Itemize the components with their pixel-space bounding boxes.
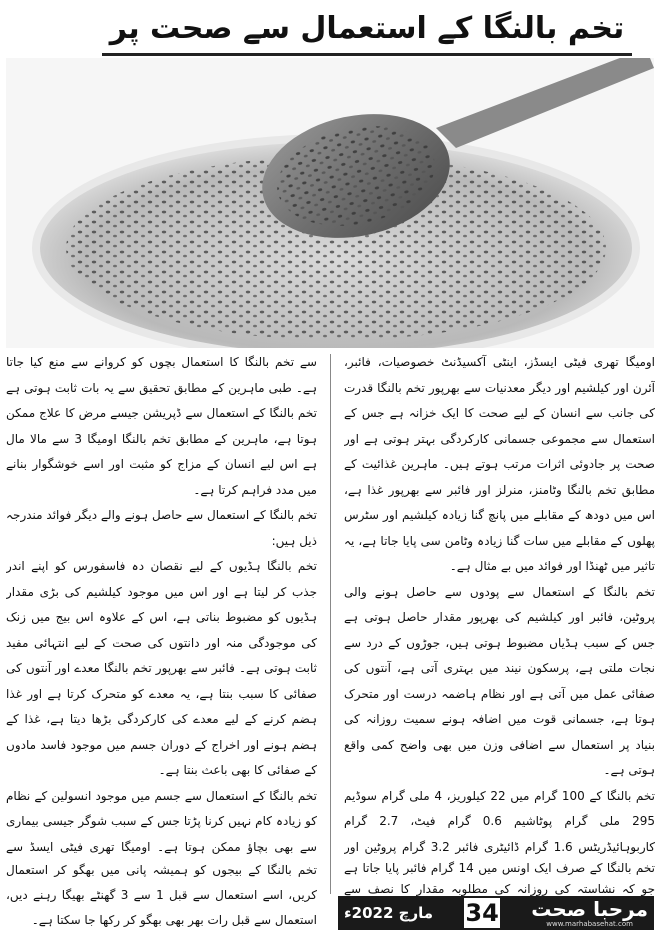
hero-image [6, 58, 654, 348]
spoon-of-seeds-illustration [6, 58, 654, 348]
article-right-column [344, 350, 655, 854]
issue-date: مارچ 2022ء [344, 904, 434, 922]
usage-paragraph: تخم بالنگا کے بیجوں کو ہمیشہ پانی میں بھگو کر استعمال کریں، اسے استعمال سے قبل 1 سے 3 گھنٹے بھیگا رہنے دیں، استعمال سے قبل رات بھر بھی بھگو کر رکھا جا سکتا ہے۔ [6, 863, 317, 927]
page-number: 34 [465, 899, 499, 927]
paragraph: اومیگا تھری فیٹی ایسڈز، اینٹی آکسیڈنٹ خصوصیات، فائبر، آئرن اور کیلشیم اور دیگر معدنیات سے بھرپور تخم بالنگا قدرت کی جانب سے انسان کے لیے صحت کا ایک خزانہ ہے جس کے استعمال سے مجموعی جسمانی کارکردگی بہتر ہوتی ہے اور صحت پر جادوئی اثرات مرتب ہوتے ہیں۔ ماہرین غذائیت کے مطابق تخم بالنگا وٹامنز، منرلز اور فائبر سے بھرپور غذا ہے، اس میں دودھ کے مقابلے میں پانچ گنا زیادہ کیلشیم اور سٹرس پھلوں کے مقابلے میں سات گنا زیادہ وٹامن سی پایا جاتا ہے، یہ تاثیر میں ٹھنڈا اور فوائد میں بے مثال ہے۔ [344, 355, 655, 573]
column-divider [330, 354, 331, 894]
paragraph: سے تخم بالنگا کا استعمال بچوں کو کروانے سے منع کیا جاتا ہے۔ طبی ماہرین کے مطابق تحقیق سے یہ بات ثابت ہوتی ہے تخم بالنگا کے استعمال سے ڈپریشن جیسے مرض کا علاج ممکن ہوتا ہے، ماہرین کے مطابق تخم بالنگا اومیگا 3 سے مالا مال ہے اس لیے انسان کے مزاج کو مثبت اور اسے خوشگوار بنانے میں مدد فراہم کرتا ہے۔ [6, 355, 317, 497]
article-left-column [6, 350, 317, 854]
paragraph: تخم بالنگا کے 100 گرام میں 22 کیلوریز، 4 ملی گرام سوڈیم 295 ملی گرام پوٹاشیم 0.6 گرام فیٹ، 2.7 گرام کاربوہائیڈریٹس 1.6 گرام ڈائیٹری فائبر 3.2 گرام پروٹین اور [344, 788, 655, 854]
magazine-logo [531, 896, 648, 928]
paragraph: تخم بالنگا ہڈیوں کے لیے نقصان دہ فاسفورس کو اپنے اندر جذب کر لیتا ہے اور اس میں موجود کیلشیم کی بڑی مقدار ہڈیوں کو مضبوط بناتی ہے، اس کے علاوہ اس بیج میں زنک کی موجودگی منہ اور دانتوں کی صحت کے لیے انتہائی مفید ثابت ہوتی ہے۔ فائبر سے بھرپور تخم بالنگا معدے اور آنتوں کی صفائی کا سبب بنتا ہے، یہ معدے کو متحرک کرتا ہے اور غذا ہضم کرنے کے لیے معدے کی کارکردگی بڑھا دیتا ہے، غذا کے ہضم ہونے اور اخراج کے دوران جسم میں موجود فاسد مادوں کے صفائی کا بھی باعث بنتا ہے۔ [6, 559, 317, 777]
magazine-name: مرحبا صحت [531, 896, 648, 921]
website-url: www.marhabasehat.com [546, 919, 633, 928]
paragraph: تخم بالنگا کے استعمال سے جسم میں موجود انسولین کے نظام کو زیادہ کام نہیں کرنا پڑتا جس کے سبب شوگر جیسی بیماری سے بھی بچاؤ ممکن ہوتا ہے۔ اومیگا تھری فیٹی ایسڈ سے [6, 788, 317, 854]
page-title: تخم بالنگا کے استعمال سے صحت پر [102, 6, 632, 56]
paragraph: تخم بالنگا کے صرف ایک اونس میں 14 گرام فائبر پایا جاتا ہے جو کہ نشاستہ کی روزانہ کی مطلوبہ مقدار کا نصف سے [344, 861, 655, 896]
paragraph: تخم بالنگا کے استعمال سے حاصل ہونے والے دیگر فوائد مندرجہ ذیل ہیں: [6, 508, 317, 548]
paragraph: تخم بالنگا کے استعمال سے پودوں سے حاصل ہونے والی پروٹین، فائبر اور کیلشیم کی بھرپور مقدار حاصل ہوتی ہے جس کے سبب ہڈیاں مضبوط ہوتی ہیں، جوڑوں کے درد سے نجات ملتی ہے، پرسکون نیند میں بہتری آتی ہے، آنتوں کی صفائی عمل میں آتی ہے اور نظام ہاضمہ درست اور متحرک ہوتا ہے، جسمانی قوت میں اضافہ ہونے سمیت روزانہ کی بنیاد پر استعمال سے اضافی وزن میں بھی واضح کمی واقع ہوتی ہے۔ [344, 584, 655, 777]
page-footer [338, 896, 654, 930]
